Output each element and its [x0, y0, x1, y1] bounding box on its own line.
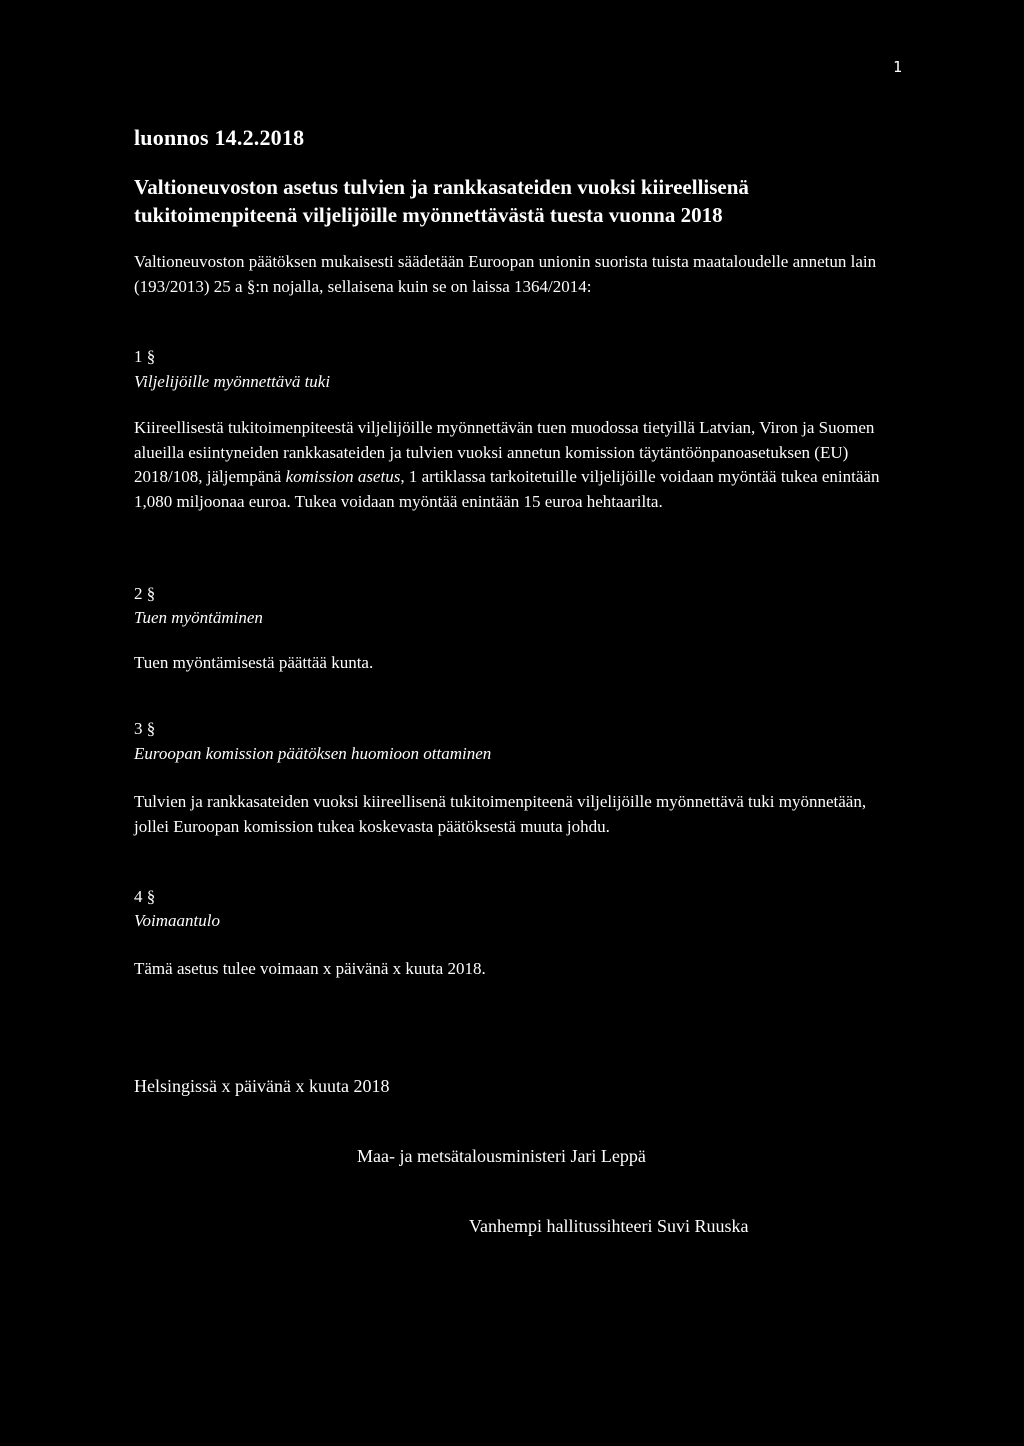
- section-2-text: Tuen myöntämisestä päättää kunta.: [134, 653, 374, 672]
- section-4-number: 4 §: [134, 887, 156, 906]
- signatory-minister: Maa- ja metsätalousministeri Jari Leppä: [357, 1146, 646, 1166]
- page-number: 1: [893, 58, 903, 76]
- section-4-heading: Voimaantulo: [134, 911, 220, 930]
- preamble: Valtioneuvoston päätöksen mukaisesti säädetään Euroopan unionin suorista tuista maataloudelle annetun lain (193/2013) 25 a §:n nojalla, sellaisena kuin se on laissa 1364/2014:: [134, 252, 877, 296]
- section-1-text-emphasis: komission asetus: [285, 467, 401, 486]
- place-date: Helsingissä x päivänä x kuuta 2018: [134, 1076, 390, 1096]
- section-1-text-after: , 1 artiklassa tarkoitetuille viljelijöille voidaan myöntää tukea enintään 1,080 miljoonaa euroa. Tukea voidaan myöntää enintään 15 euroa hehtaarilta.: [134, 467, 880, 511]
- section-4-text: Tämä asetus tulee voimaan x päivänä x kuuta 2018.: [134, 959, 486, 978]
- section-3-number: 3 §: [134, 719, 156, 738]
- section-1-text: [134, 416, 894, 514]
- section-1-heading: Viljelijöille myönnettävä tuki: [134, 372, 331, 391]
- section-2-number: 2 §: [134, 584, 156, 603]
- signatory-official: Vanhempi hallitussihteeri Suvi Ruuska: [469, 1216, 749, 1236]
- section-1-text-before: Kiireellisestä tukitoimenpiteestä viljelijöille myönnettävän tuen muodossa tietyillä Latvian, Viron ja Suomen alueilla esiintyneiden rankkasateiden ja tulvien vuoksi annetun komission täytäntöönpanoasetuksen (EU) 2018/108, jäljempänä: [134, 418, 875, 486]
- section-3-heading: Euroopan komission päätöksen huomioon ottaminen: [134, 744, 492, 763]
- section-2-heading: Tuen myöntäminen: [134, 608, 263, 627]
- decree-title: Valtioneuvoston asetus tulvien ja rankkasateiden vuoksi kiireellisenä tukitoimenpiteenä viljelijöille myönnettävästä tuesta vuonna 2018: [134, 175, 749, 227]
- draft-label: luonnos 14.2.2018: [134, 125, 305, 150]
- section-1-number: 1 §: [134, 347, 156, 366]
- section-3-text: Tulvien ja rankkasateiden vuoksi kiireellisenä tukitoimenpiteenä viljelijöille myönnettävä tuki myönnetään, jollei Euroopan komission tukea koskevasta päätöksestä muuta johdu.: [134, 792, 867, 836]
